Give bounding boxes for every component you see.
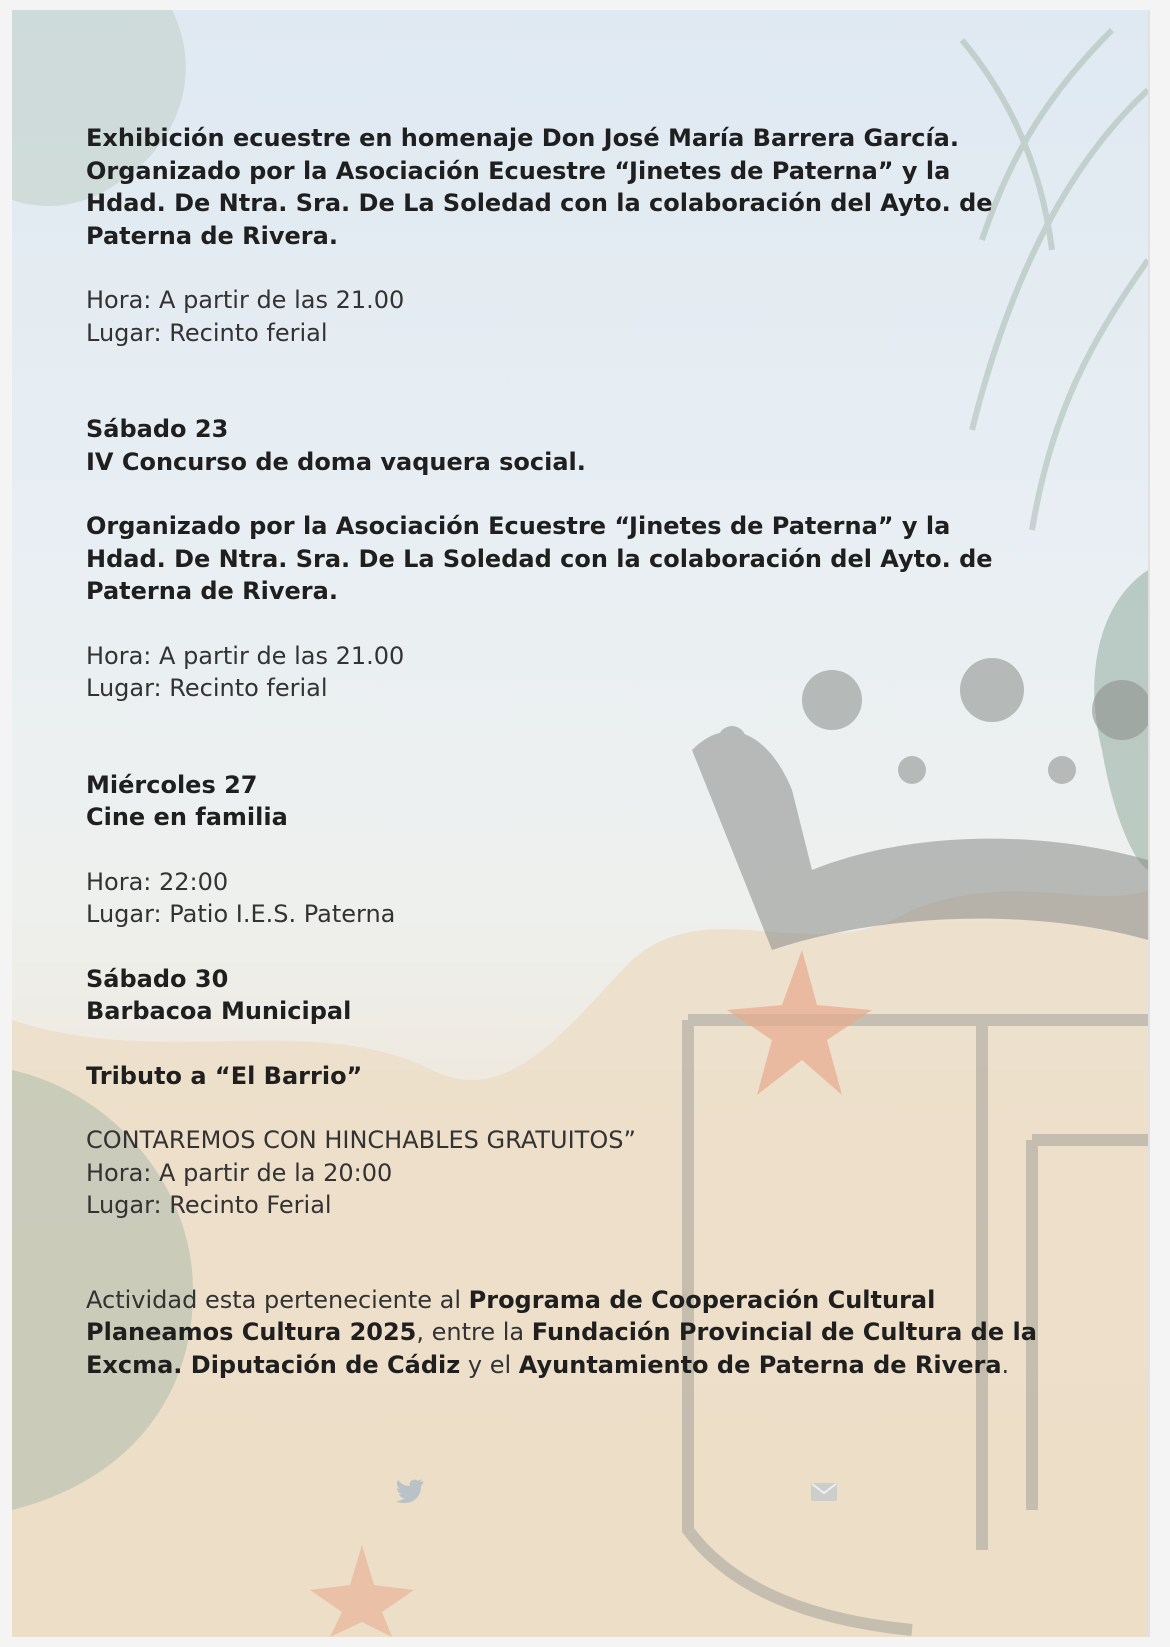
section-4-lugar: Lugar: Recinto Ferial bbox=[86, 1191, 332, 1219]
text-line: Organizado por la Asociación Ecuestre “Jinetes de Paterna” y la bbox=[86, 512, 951, 540]
section-1-title bbox=[86, 122, 1066, 252]
text-line: Hdad. De Ntra. Sra. De La Soledad con la colaboración del Ayto. de bbox=[86, 189, 993, 217]
section-3-date: Miércoles 27 bbox=[86, 770, 258, 799]
program-page bbox=[12, 10, 1150, 1637]
section-3-event: Cine en familia bbox=[86, 803, 288, 831]
twitter-icon bbox=[395, 1478, 425, 1504]
mail-icon bbox=[810, 1482, 838, 1502]
section-2-event: IV Concurso de doma vaquera social. bbox=[86, 447, 586, 476]
section-4-tribute: Tributo a “El Barrio” bbox=[86, 1061, 363, 1090]
section-4-note: CONTAREMOS CON HINCHABLES GRATUITOS” bbox=[86, 1126, 636, 1154]
footer-program: Programa de Cooperación Cultural Planeamos Cultura 2025 bbox=[86, 1285, 936, 1346]
footer-text: y el bbox=[460, 1350, 519, 1379]
footer-note bbox=[86, 1284, 1056, 1382]
text-line: Exhibición ecuestre en homenaje Don José María Barrera García. bbox=[86, 124, 959, 152]
footer-text: . bbox=[1001, 1350, 1010, 1379]
section-1-lugar: Lugar: Recinto ferial bbox=[86, 318, 328, 347]
section-2-hora: Hora: A partir de las 21.00 bbox=[86, 641, 405, 670]
section-2-date: Sábado 23 bbox=[86, 415, 229, 443]
footer-text: Actividad esta perteneciente al bbox=[86, 1285, 469, 1314]
section-2-lugar: Lugar: Recinto ferial bbox=[86, 674, 328, 702]
program-content bbox=[86, 122, 1066, 1381]
text-line: Paterna de Rivera. bbox=[86, 577, 338, 605]
section-3-lugar: Lugar: Patio I.E.S. Paterna bbox=[86, 900, 396, 928]
text-line: Organizado por la Asociación Ecuestre “Jinetes de Paterna” y la bbox=[86, 156, 951, 185]
section-4-hora: Hora: A partir de la 20:00 bbox=[86, 1158, 393, 1187]
footer-ayuntamiento: Ayuntamiento de Paterna de Rivera bbox=[518, 1350, 1002, 1379]
text-line: Hdad. De Ntra. Sra. De La Soledad con la colaboración del Ayto. de bbox=[86, 544, 993, 573]
section-4-date: Sábado 30 bbox=[86, 964, 229, 993]
section-4-event: Barbacoa Municipal bbox=[86, 997, 352, 1025]
text-line: Paterna de Rivera. bbox=[86, 221, 338, 250]
footer-text: , entre la bbox=[416, 1318, 532, 1346]
section-3-hora: Hora: 22:00 bbox=[86, 867, 229, 896]
section-1-hora: Hora: A partir de las 21.00 bbox=[86, 286, 405, 314]
footer-foundation: Fundación Provincial de Cultura de la Excma. Diputación de Cádiz bbox=[86, 1318, 1037, 1379]
section-2-organizer bbox=[86, 510, 1066, 608]
